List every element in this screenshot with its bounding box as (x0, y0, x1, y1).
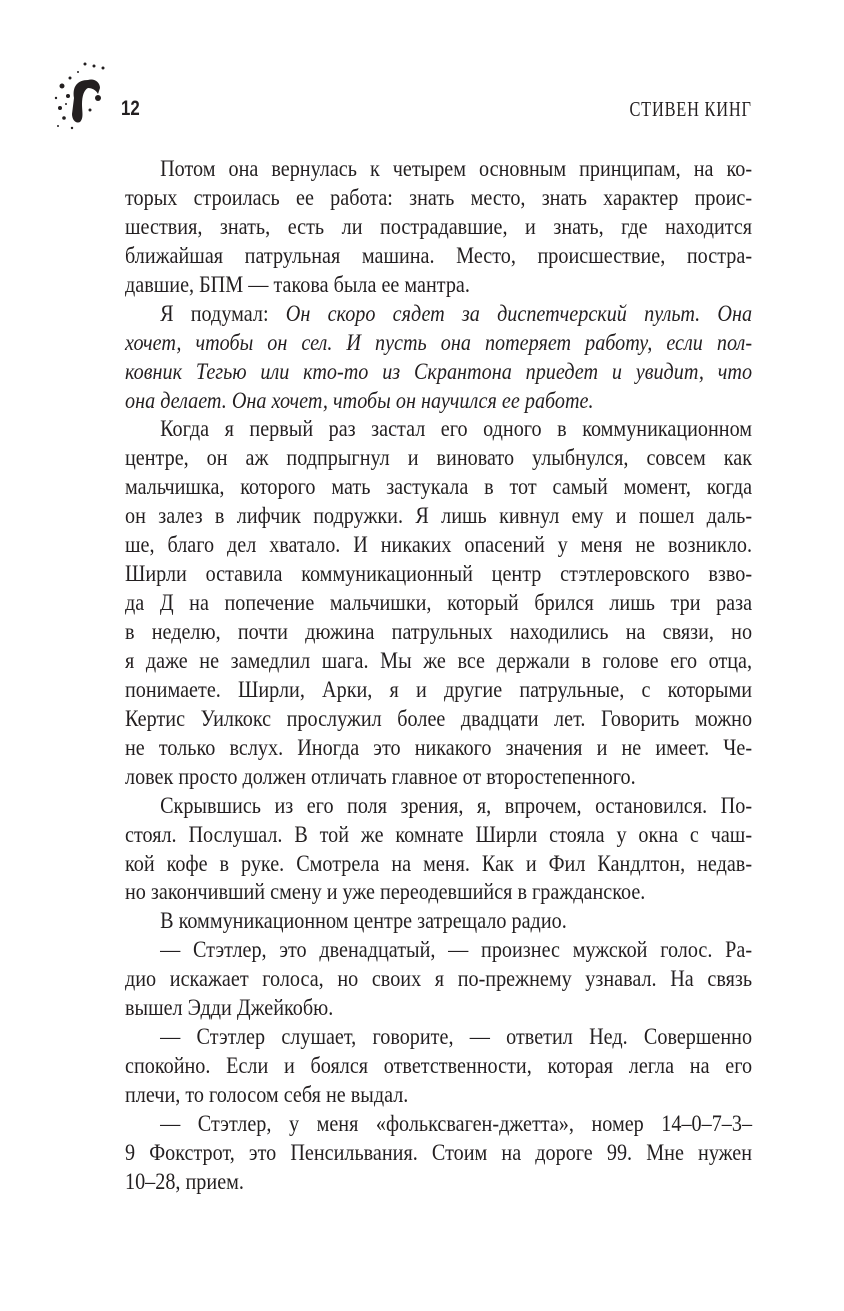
text-line-content (125, 993, 752, 1022)
paragraph (125, 299, 752, 415)
text-line (125, 443, 752, 472)
text-line (125, 964, 752, 993)
text-segment: мальчишка, которого мать застукала в тот самый момент, когда (125, 474, 753, 500)
text-line (125, 993, 752, 1022)
text-line-content (125, 1022, 752, 1051)
ink-splatter-logo (52, 58, 114, 130)
text-segment: Ширли оставила коммуникационный центр стэтлеровского взво- (125, 561, 753, 587)
text-line (125, 414, 752, 443)
text-line-content (125, 1109, 752, 1138)
text-line-content (125, 791, 752, 820)
text-line-content (125, 675, 752, 704)
text-line (125, 646, 752, 675)
text-line (125, 1167, 752, 1196)
text-line (125, 820, 752, 849)
text-line (125, 299, 752, 328)
text-segment: плечи, то голосом себя не выдал. (125, 1082, 409, 1107)
text-line (125, 675, 752, 704)
page-number: 12 (121, 97, 140, 120)
text-segment: да Д на попечение мальчишки, который брился лишь три раза (125, 590, 753, 616)
paragraph (125, 791, 752, 907)
text-line-content (125, 414, 752, 443)
text-line (125, 1080, 752, 1109)
text-line-content (125, 559, 752, 588)
text-line (125, 559, 752, 588)
text-segment: он залез в лифчик подружки. Я лишь кивнул ему и пошел даль- (125, 503, 753, 529)
text-line (125, 935, 752, 964)
text-segment: спокойно. Если и боялся ответственности, которая легла на его (125, 1053, 753, 1079)
text-line-content (125, 1138, 752, 1167)
paragraph (125, 906, 752, 935)
text-line-content (125, 1051, 752, 1080)
text-line-content (125, 328, 752, 357)
text-segment: вышел Эдди Джейкобю. (125, 995, 334, 1021)
text-segment: кой кофе в руке. Смотрела на меня. Как и Фил Кандлтон, недав- (125, 850, 753, 876)
italic-text: ковник Тегью или кто-то из Скрантона приедет и увидит, что (125, 358, 753, 384)
page-body-text (125, 154, 752, 1196)
text-segment: Кертис Уилкокс прослужил более двадцати лет. Говорить можно (125, 705, 753, 731)
italic-text: она делает. Она хочет, чтобы он научился ее работе. (125, 387, 594, 413)
text-line-content (125, 357, 752, 386)
italic-text: Он скоро сядет за диспетчерский пульт. Она (285, 300, 753, 326)
text-segment: Когда я первый раз застал его одного в коммуникационном (160, 416, 753, 442)
text-segment: дио искажает голоса, но своих я по-прежнему узнавал. На связь (125, 966, 753, 992)
text-line-content (125, 935, 752, 964)
text-line (125, 241, 752, 270)
text-line-content (125, 906, 752, 935)
text-segment: стоял. Послушал. В той же комнате Ширли стояла у окна с чаш- (125, 821, 753, 847)
text-line-content (125, 733, 752, 762)
text-line (125, 733, 752, 762)
text-line (125, 154, 752, 183)
text-line-content (125, 270, 752, 299)
text-line (125, 1109, 752, 1138)
text-line-content (125, 617, 752, 646)
text-line-content (125, 820, 752, 849)
text-line-content (125, 530, 752, 559)
text-line-content (125, 1080, 752, 1109)
text-line-content (125, 443, 752, 472)
text-line (125, 386, 752, 415)
text-line-content (125, 704, 752, 733)
text-line-content (125, 386, 752, 415)
paragraph (125, 1022, 752, 1109)
text-line (125, 501, 752, 530)
text-line-content (125, 212, 752, 241)
text-segment: Потом она вернулась к четырем основным принципам, на ко- (160, 156, 753, 181)
text-segment: Я подумал: (160, 300, 286, 326)
text-segment: — Стэтлер, это двенадцатый, — произнес мужской голос. Ра- (160, 937, 753, 963)
text-segment: 9 Фокстрот, это Пенсильвания. Стоим на дороге 99. Мне нужен (125, 1139, 753, 1165)
text-segment: ше, благо дел хватало. И никаких опасений у меня не возникло. (125, 532, 753, 558)
text-line-content (125, 299, 752, 328)
text-segment: понимаете. Ширли, Арки, я и другие патрульные, с которыми (125, 676, 753, 702)
text-segment: центре, он аж подпрыгнул и виновато улыбнулся, совсем как (125, 445, 753, 471)
text-line (125, 270, 752, 299)
running-head-author: СТИВЕН КИНГ (629, 97, 752, 121)
text-line-content (125, 646, 752, 675)
text-segment: не только вслух. Иногда это никакого значения и не имеет. Че- (125, 734, 753, 760)
text-line (125, 791, 752, 820)
text-line (125, 617, 752, 646)
text-segment: в неделю, почти дюжина патрульных находились на связи, но (125, 619, 753, 644)
text-segment: В коммуникационном центре затрещало радио. (160, 908, 567, 934)
text-line-content (125, 588, 752, 617)
text-line-content (125, 241, 752, 270)
paragraph (125, 414, 752, 790)
text-line (125, 357, 752, 386)
text-segment: я даже не замедлил шага. Мы же все держали в голове его отца, (125, 647, 753, 673)
text-line (125, 183, 752, 212)
text-line-content (125, 762, 752, 791)
text-line (125, 1051, 752, 1080)
text-segment: ближайшая патрульная машина. Место, происшествие, постра- (125, 242, 753, 268)
text-segment: давшие, БПМ — такова была ее мантра. (125, 271, 470, 297)
text-line (125, 877, 752, 906)
text-line-content (125, 1167, 752, 1196)
text-segment: Скрывшись из его поля зрения, я, впрочем, остановился. По- (160, 792, 753, 818)
italic-text: хочет, чтобы он сел. И пусть она потеряет работу, если пол- (125, 329, 753, 355)
text-segment: 10–28, прием. (125, 1168, 244, 1194)
text-segment: но закончивший смену и уже переодевшийся в гражданское. (125, 879, 646, 905)
paragraph (125, 1109, 752, 1196)
text-line-content (125, 849, 752, 878)
text-line (125, 762, 752, 791)
text-line (125, 328, 752, 357)
text-line-content (125, 877, 752, 906)
text-segment: — Стэтлер слушает, говорите, — ответил Нед. Совершенно (160, 1024, 753, 1050)
text-line-content (125, 964, 752, 993)
text-line-content (125, 183, 752, 212)
text-segment: ловек просто должен отличать главное от второстепенного. (125, 763, 636, 789)
text-line (125, 849, 752, 878)
text-line (125, 472, 752, 501)
text-line-content (125, 501, 752, 530)
text-line (125, 530, 752, 559)
text-line (125, 906, 752, 935)
text-line (125, 212, 752, 241)
text-segment: — Стэтлер, у меня «фольксваген-джетта», номер 14–0–7–3– (160, 1110, 753, 1136)
paragraph (125, 154, 752, 299)
paragraph (125, 935, 752, 1022)
text-segment: торых строилась ее работа: знать место, знать характер проис- (125, 184, 753, 210)
text-line (125, 588, 752, 617)
text-line (125, 704, 752, 733)
text-line-content (125, 154, 752, 183)
text-line (125, 1022, 752, 1051)
text-segment: шествия, знать, есть ли пострадавшие, и знать, где находится (125, 213, 753, 239)
text-line-content (125, 472, 752, 501)
text-line (125, 1138, 752, 1167)
